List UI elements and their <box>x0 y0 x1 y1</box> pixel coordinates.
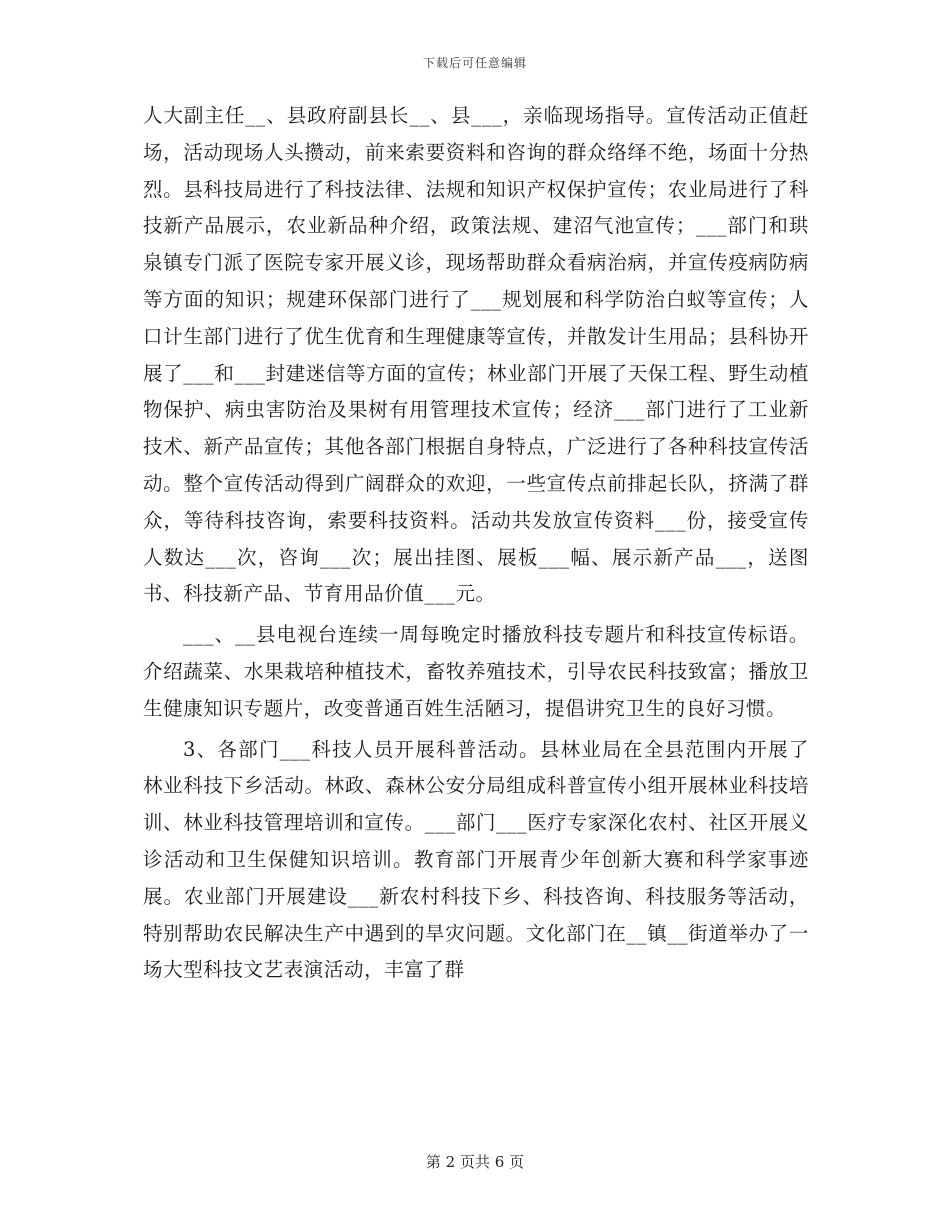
document-body <box>143 98 809 989</box>
paragraph-1: 人大副主任__、县政府副县长__、县___，亲临现场指导。宣传活动正值赶场，活动现场人头攒动，前来索要资料和咨询的群众络绎不绝，场面十分热烈。县科技局进行了科技法律、法规和知识产权保护宣传；农业局进行了科技新产品展示，农业新品种介绍，政策法规、建沼气池宣传；___部门和珙泉镇专门派了医院专家开展义诊，现场帮助群众看病治病，并宣传疫病防病等方面的知识；规建环保部门进行了___规划展和科学防治白蚁等宣传；人口计生部门进行了优生优育和生理健康等宣传，并散发计生用品；县科协开展了___和___封建迷信等方面的宣传；林业部门开展了天保工程、野生动植物保护、病虫害防治及果树有用管理技术宣传；经济___部门进行了工业新技术、新产品宣传；其他各部门根据自身特点，广泛进行了各种科技宣传活动。整个宣传活动得到广阔群众的欢迎，一些宣传点前排起长队，挤满了群众，等待科技咨询，索要科技资料。活动共发放宣传资料___份，接受宣传人数达___次，咨询___次；展出挂图、展板___幅、展示新产品___，送图书、科技新产品、节育用品价值___元。 <box>143 104 809 606</box>
paragraph-3: 3、各部门___科技人员开展科普活动。县林业局在全县范围内开展了林业科技下乡活动。林政、森林公安分局组成科普宣传小组开展林业科技培训、林业科技管理培训和宣传。___部门___医疗专家深化农村、社区开展义诊活动和卫生保健知识培训。教育部门开展青少年创新大赛和科学家事迹展。农业部门开展建设___新农村科技下乡、科技咨询、科技服务等活动，特别帮助农民解决生产中遇到的旱灾问题。文化部门在__镇__街道举办了一场大型科技文艺表演活动，丰富了群 <box>143 737 809 982</box>
page-header: 下载后可任意编辑 <box>422 56 527 70</box>
paragraph-2: ___、__县电视台连续一周每晚定时播放科技专题片和科技宣传标语。介绍蔬菜、水果栽培种植技术，畜牧养殖技术，引导农民科技致富；播放卫生健康知识专题片，改变普通百姓生活陋习，提倡讲究卫生的良好习惯。 <box>143 623 809 720</box>
page-number: 第 2 页共 6 页 <box>425 1153 525 1171</box>
